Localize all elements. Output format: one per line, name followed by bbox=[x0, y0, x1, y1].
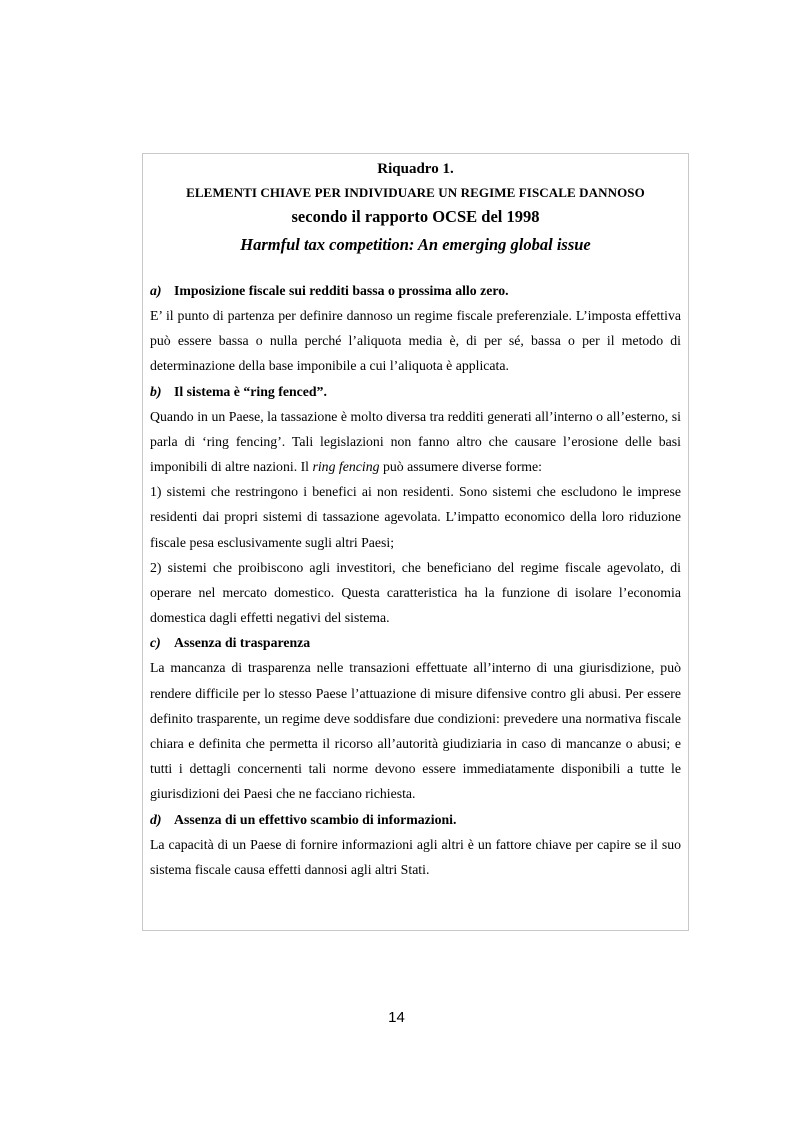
box-subtitle-report: secondo il rapporto OCSE del 1998 bbox=[291, 207, 540, 226]
section-heading-text: Assenza di trasparenza bbox=[174, 635, 311, 651]
paragraph-text: Quando in un Paese, la tassazione è molto diversa tra redditi generati all’interno o all’esterno, si parla di ‘ring fencing’. Tali legislazioni non fanno altro che causare l’erosione delle basi imponibili di altre nazioni. Il bbox=[150, 408, 681, 475]
box-subtitle-italic: Harmful tax competition: An emerging global issue bbox=[240, 235, 591, 254]
paragraph-text: può assumere diverse forme: bbox=[382, 459, 542, 475]
section-paragraph: La capacità di un Paese di fornire informazioni agli altri è un fattore chiave per capire se il suo sistema fiscale causa effetti dannosi agli altri Stati. bbox=[150, 836, 681, 877]
section-letter: b) bbox=[150, 383, 162, 399]
box-title: Riquadro 1. bbox=[377, 161, 454, 177]
section-heading-text: Imposizione fiscale sui redditi bassa o prossima allo zero. bbox=[174, 283, 509, 298]
section-b bbox=[150, 379, 681, 631]
section-letter: c) bbox=[150, 635, 161, 651]
riquadro-box bbox=[142, 153, 689, 931]
section-heading-text: Assenza di un effettivo scambio di informazioni. bbox=[174, 811, 457, 827]
section-paragraph: E’ il punto di partenza per definire dannoso un regime fiscale preferenziale. L’imposta effettiva può essere bassa o nulla perché l’aliquota media è, di per sé, bassa o per il metodo di determinazione della base imponibile a cui l’aliquota è applicata. bbox=[150, 308, 681, 374]
section-d bbox=[150, 807, 681, 882]
section-heading bbox=[150, 630, 681, 655]
section-a bbox=[150, 278, 681, 379]
section-paragraph: 1) sistemi che restringono i benefici ai non residenti. Sono sistemi che escludono le imprese residenti dai propri sistemi di tassazione agevolata. L’impatto economico della loro riduzione fiscale pesa esclusivamente sugli altri Paesi; bbox=[150, 484, 681, 550]
section-heading-text: Il sistema è “ring fenced”. bbox=[174, 383, 327, 399]
section-heading bbox=[150, 379, 681, 404]
section-paragraph: 2) sistemi che proibiscono agli investitori, che beneficiano del regime fiscale agevolato, di operare nel mercato domestico. Questa caratteristica ha la funzione di isolare l’economia domestica dagli effetti negativi del sistema. bbox=[150, 559, 681, 626]
section-heading bbox=[150, 278, 681, 303]
box-subtitle-caps: ELEMENTI CHIAVE PER INDIVIDUARE UN REGIME FISCALE DANNOSO bbox=[186, 185, 645, 200]
section-letter: d) bbox=[150, 811, 162, 827]
page-number: 14 bbox=[388, 1009, 405, 1026]
section-heading bbox=[150, 807, 681, 832]
section-paragraph: La mancanza di trasparenza nelle transazioni effettuate all’interno di una giurisdizione, può rendere difficile per lo stesso Paese l’attuazione di misure difensive contro gli abusi. Per essere definito trasparente, un regime deve soddisfare due condizioni: prevedere una normativa fiscale chiara e definita che permetta il ricorso all’autorità giudiziaria in caso di mancanze o abusi; e tutti i dettagli concernenti tali norme devono essere immediatamente disponibili a tutte le giurisdizioni dei Paesi che ne facciano richiesta. bbox=[150, 660, 681, 802]
paragraph-italic-term: ring fencing bbox=[312, 459, 380, 475]
section-letter: a) bbox=[150, 283, 162, 298]
section-c bbox=[150, 630, 681, 806]
section-paragraph bbox=[150, 404, 681, 480]
